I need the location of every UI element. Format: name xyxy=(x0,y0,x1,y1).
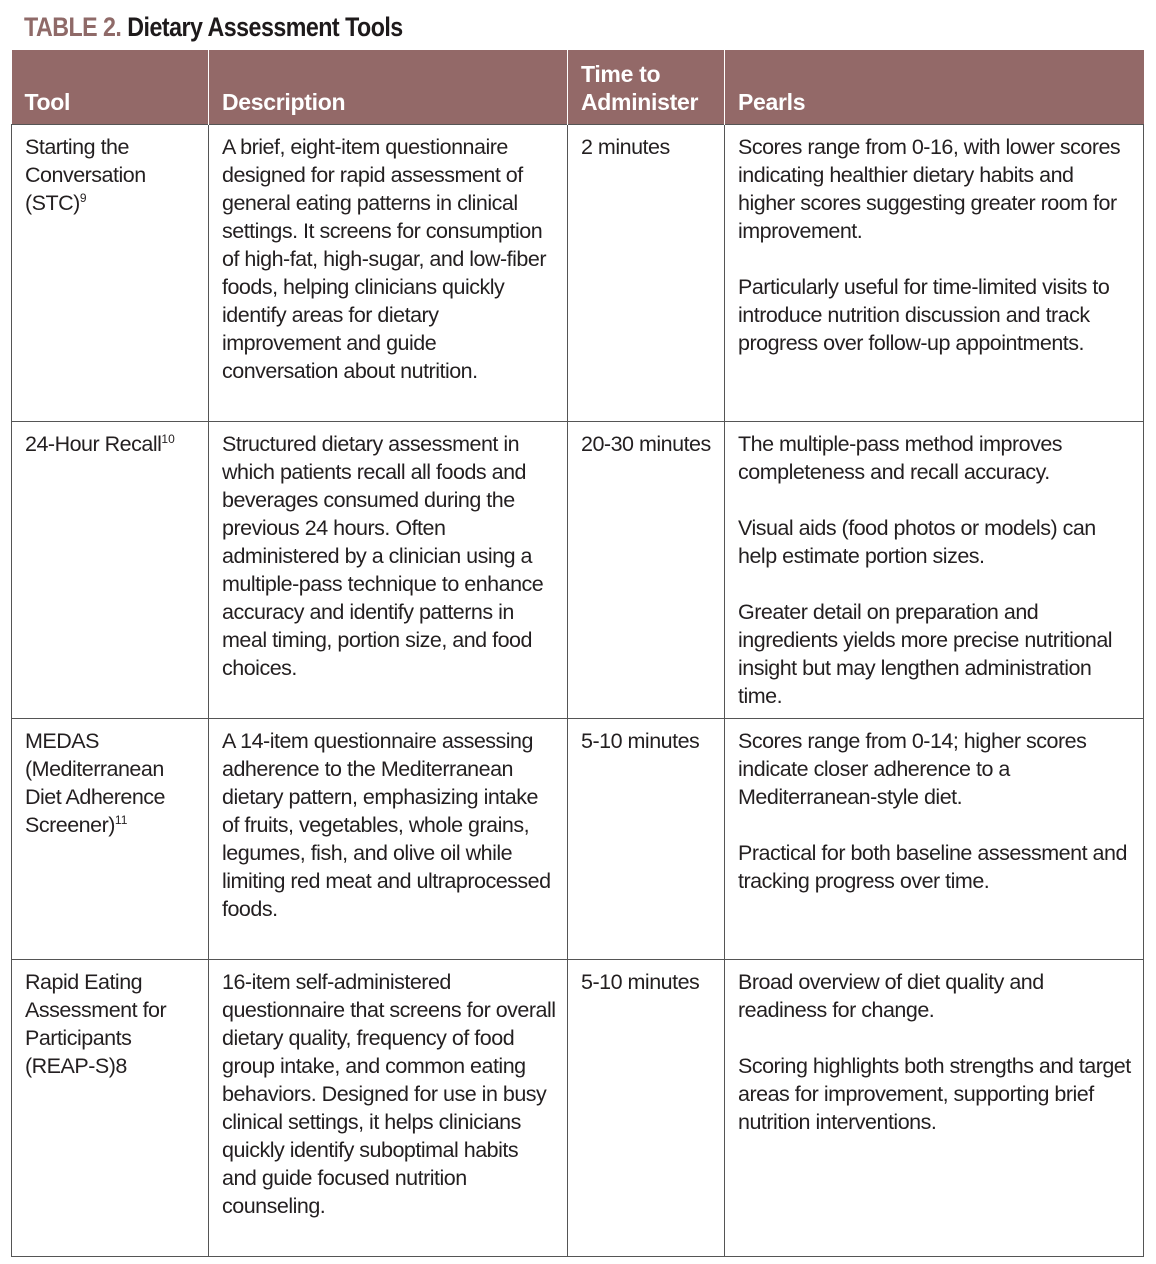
table-row xyxy=(12,125,1144,422)
header-row xyxy=(12,50,1144,125)
pearls-cell xyxy=(725,719,1144,960)
header-time: Time to Administer xyxy=(568,50,725,125)
pearl: Scores range from 0-14; higher scores indicate closer adherence to a Mediterranean-style diet. xyxy=(738,729,1087,809)
reference-number: 10 xyxy=(161,432,175,446)
reference-number: 11 xyxy=(114,813,128,827)
pearl: Visual aids (food photos or models) can help estimate portion sizes. xyxy=(738,516,1096,568)
pearl: Scores range from 0-16, with lower scores indicating healthier dietary habits and higher scores suggesting greater room for improvement. xyxy=(738,135,1121,243)
tool-cell xyxy=(12,960,209,1257)
header-description: Description xyxy=(209,50,568,125)
pearls-cell xyxy=(725,960,1144,1257)
reference-number: 9 xyxy=(79,191,87,205)
table-title xyxy=(24,8,403,46)
description-cell: A 14-item questionnaire assessing adherence to the Mediterranean dietary pattern, emphasizing intake of fruits, vegetables, whole grains, legumes, fish, and olive oil while limiting red meat and ultraprocessed foods. xyxy=(209,719,568,960)
pearl: Practical for both baseline assessment and tracking progress over time. xyxy=(738,841,1127,893)
tool-cell xyxy=(12,125,209,422)
description-cell: A brief, eight-item questionnaire designed for rapid assessment of general eating patterns in clinical settings. It screens for consumption of high-fat, high-sugar, and low-fiber foods, helping clinicians quickly identify areas for dietary improvement and guide conversation about nutrition. xyxy=(209,125,568,422)
tool-cell xyxy=(12,422,209,719)
table-name: Dietary Assessment Tools xyxy=(127,12,403,42)
header-pearls: Pearls xyxy=(725,50,1144,125)
table-number: TABLE 2. xyxy=(24,12,122,42)
time-cell: 5-10 minutes xyxy=(568,719,725,960)
time-cell: 5-10 minutes xyxy=(568,960,725,1257)
time-cell: 20-30 minutes xyxy=(568,422,725,719)
tool-cell xyxy=(12,719,209,960)
tool-name: MEDAS (Mediterranean Diet Adherence Screener) xyxy=(25,729,166,837)
time-cell: 2 minutes xyxy=(568,125,725,422)
pearl: Greater detail on preparation and ingredients yields more precise nutritional insight but may lengthen administration time. xyxy=(738,600,1113,708)
dietary-tools-table xyxy=(11,50,1144,1257)
pearl: Particularly useful for time-limited visits to introduce nutrition discussion and track progress over follow-up appointments. xyxy=(738,275,1110,355)
tool-name: Starting the Conversation (STC) xyxy=(25,135,146,215)
description-cell: 16-item self-administered questionnaire that screens for overall dietary quality, frequency of food group intake, and common eating behaviors. Designed for use in busy clinical settings, it helps clinicians quickly identify suboptimal habits and guide focused nutrition counseling. xyxy=(209,960,568,1257)
header-tool: Tool xyxy=(12,50,209,125)
table-row xyxy=(12,719,1144,960)
pearl: Broad overview of diet quality and readiness for change. xyxy=(738,970,1044,1022)
pearls-cell xyxy=(725,125,1144,422)
table-row xyxy=(12,422,1144,719)
table-row xyxy=(12,960,1144,1257)
pearls-cell xyxy=(725,422,1144,719)
tool-name: 24-Hour Recall xyxy=(25,432,162,456)
pearl: The multiple-pass method improves completeness and recall accuracy. xyxy=(738,432,1063,484)
description-cell: Structured dietary assessment in which patients recall all foods and beverages consumed during the previous 24 hours. Often administered by a clinician using a multiple-pass technique to enhance accuracy and identify patterns in meal timing, portion size, and food choices. xyxy=(209,422,568,719)
pearl: Scoring highlights both strengths and target areas for improvement, supporting brief nutrition interventions. xyxy=(738,1054,1131,1134)
tool-name: Rapid Eating Assessment for Participants (REAP-S)8 xyxy=(25,970,167,1078)
